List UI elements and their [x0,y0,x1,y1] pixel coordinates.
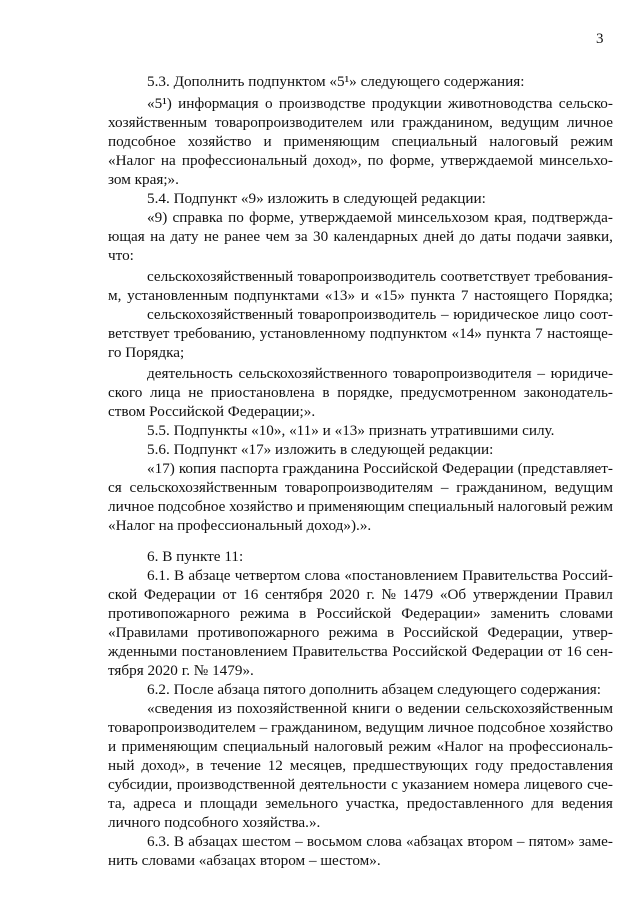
text-line: зом края;». [108,171,179,188]
text-line: та, адреса и площади земельного участка, предоставленного для ведения [108,795,613,812]
text-line: «Налог на профессиональный доход», по форме, утверждаемой минсельхо- [108,152,613,169]
text-line: «сведения из похозяйственной книги о ведении сельскохозяйственным [147,700,613,717]
text-line: 6. В пункте 11: [147,548,244,565]
text-line: «5¹) информация о производстве продукции животноводства сельско- [147,95,613,112]
text-line: 6.3. В абзацах шестом – восьмом слова «абзацах втором – пятом» заме- [147,833,613,850]
text-line: 6.2. После абзаца пятого дополнить абзацем следующего содержания: [147,681,602,698]
text-line: ством Российской Федерации;». [108,403,316,420]
text-line: противопожарного режима в Российской Федерации» заменить словами [108,605,613,622]
text-line: 5.4. Подпункт «9» изложить в следующей редакции: [147,190,486,207]
text-line: сельскохозяйственный товаропроизводитель соответствует требования- [147,268,613,285]
page-number: 3 [596,31,604,47]
text-line: нить словами «абзацах втором – шестом». [108,852,381,869]
text-line: 5.5. Подпункты «10», «11» и «13» признать утратившими силу. [147,422,555,439]
text-line: подсобное хозяйство и применяющим специальный налоговый режим [108,133,613,150]
text-line: и применяющим специальный налоговый режим «Налог на профессиональ- [108,738,613,755]
text-line: что: [108,247,134,264]
text-line: тября 2020 г. № 1479». [108,662,254,679]
text-line: ющая на дату не ранее чем за 30 календарных дней до даты подачи заявки, [108,228,613,245]
text-line: ный доход», в течение 12 месяцев, предшествующих году предоставления [108,757,613,774]
text-line: субсидии, производственной деятельности с указанием номера лицевого сче- [108,776,613,793]
text-line: «Налог на профессиональный доход»).». [108,517,372,534]
text-line: м, установленным подпунктами «13» и «15» пункта 7 настоящего Порядка; [108,287,613,304]
text-line: товаропроизводителем – гражданином, ведущим личное подсобное хозяйство [108,719,613,736]
text-line: «9) справка по форме, утверждаемой минсельхозом края, подтвержда- [147,209,613,226]
text-line: го Порядка; [108,344,185,361]
text-line: ся сельскохозяйственным товаропроизводителям – гражданином, ведущим [108,479,613,496]
text-line: сельскохозяйственный товаропроизводитель – юридическое лицо соот- [147,306,613,323]
text-line: хозяйственным товаропроизводителем или гражданином, ведущим личное [108,114,613,131]
text-line: 6.1. В абзаце четвертом слова «постановлением Правительства Россий- [147,567,613,584]
text-line: личное подсобное хозяйство и применяющим специальный налоговый режим [108,498,613,515]
text-line: деятельность сельскохозяйственного товаропроизводителя – юридиче- [147,365,613,382]
text-line: «Правилами противопожарного режима в Российской Федерации, утвер- [108,624,613,641]
text-line: 5.6. Подпункт «17» изложить в следующей редакции: [147,441,494,458]
text-line: 5.3. Дополнить подпунктом «5¹» следующего содержания: [147,73,525,90]
text-line: ского лица не приостановлена в порядке, предусмотренном законодатель- [108,384,613,401]
text-line: жденными постановлением Правительства Российской Федерации от 16 сен- [108,643,613,660]
text-line: ской Федерации от 16 сентября 2020 г. № 1479 «Об утверждении Правил [108,586,613,603]
text-line: ветствует требованию, установленному подпунктом «14» пункта 7 настояще- [108,325,613,342]
text-line: личного подсобного хозяйства.». [108,814,321,831]
text-line: «17) копия паспорта гражданина Российской Федерации (представляет- [147,460,613,477]
